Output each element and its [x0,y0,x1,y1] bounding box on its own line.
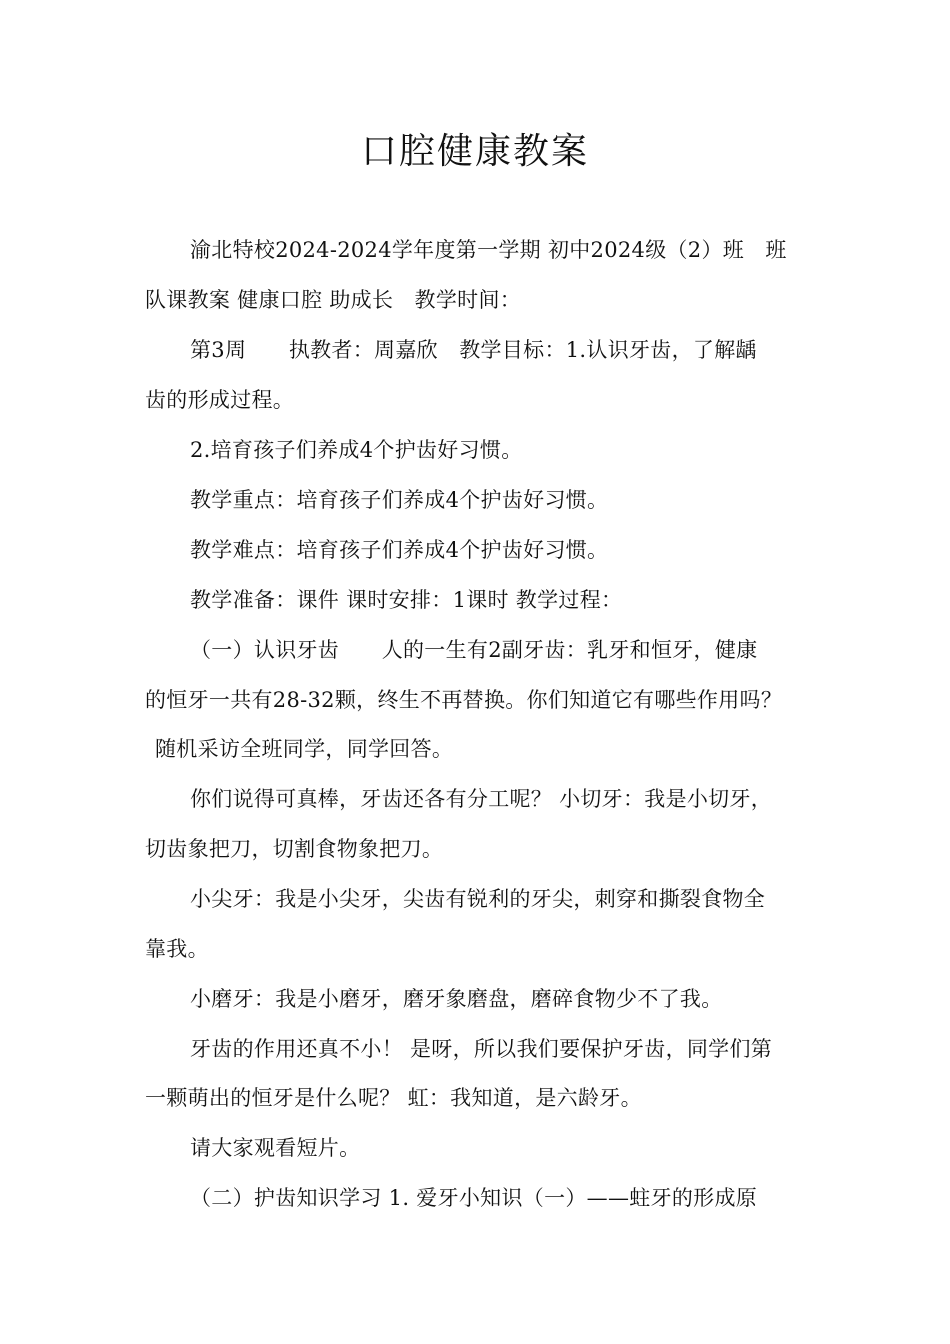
paragraph-line: 教学难点：培育孩子们养成4个护齿好习惯。 [190,538,609,562]
paragraph-line: 2.培育孩子们养成4个护齿好习惯。 [190,438,523,462]
paragraph-line: 小磨牙：我是小磨牙，磨牙象磨盘，磨碎食物少不了我。 [190,987,723,1011]
paragraph-line: 队课教案 健康口腔 助成长 教学时间： [145,288,522,312]
paragraph-line: 小尖牙：我是小尖牙，尖齿有锐利的牙尖，刺穿和撕裂食物全 [190,887,766,911]
paragraph-line: 的恒牙一共有28-32颗，终生不再替换。你们知道它有哪些作用吗？ [145,688,783,712]
paragraph-line: 渝北特校2024-2024学年度第一学期 初中2024级（2）班 班 [190,238,787,262]
paragraph-line: 一颗萌出的恒牙是什么呢？ 虹：我知道，是六龄牙。 [145,1086,642,1110]
paragraph-line: 切齿象把刀，切割食物象把刀。 [145,837,444,861]
paragraph-line: （一）认识牙齿 人的一生有2副牙齿：乳牙和恒牙，健康 [190,638,758,662]
paragraph-line: 请大家观看短片。 [190,1136,361,1160]
paragraph-line: 靠我。 [145,937,209,961]
paragraph-line: 教学准备：课件 课时安排：1课时 教学过程： [190,588,623,612]
paragraph-line: 你们说得可真棒，牙齿还各有分工呢？ 小切牙：我是小切牙， [190,787,773,811]
paragraph-line: 齿的形成过程。 [145,388,295,412]
paragraph-line: 牙齿的作用还真不小！ 是呀，所以我们要保护牙齿，同学们第 [190,1037,773,1061]
paragraph-line: 第3周 执教者：周嘉欣 教学目标：1.认识牙齿，了解龋 [190,338,757,362]
paragraph-line: （二）护齿知识学习 1. 爱牙小知识（一）——蛀牙的形成原 [190,1186,758,1210]
paragraph-line: 随机采访全班同学，同学回答。 [155,737,454,761]
paragraph-line: 教学重点：培育孩子们养成4个护齿好习惯。 [190,488,609,512]
document-title: 口腔健康教案 [360,131,589,172]
